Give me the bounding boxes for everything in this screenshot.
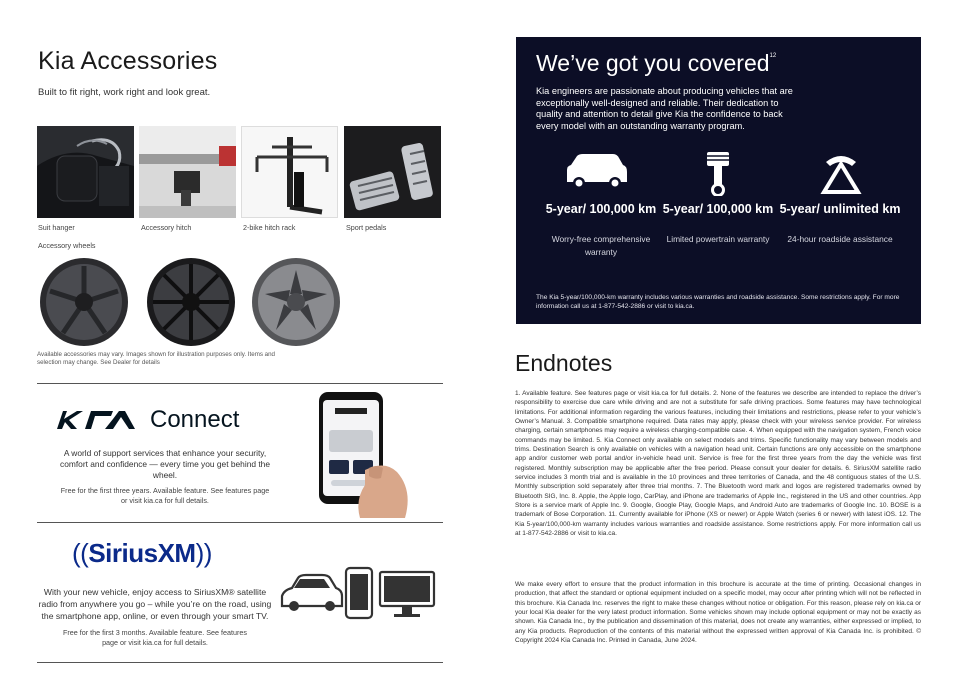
suv-icon — [561, 150, 631, 196]
siriusxm-description: With your new vehicle, enjoy access to SiriusXM® satellite radio from anywhere you go – while you’re on the road, using the smartphone app, online, or even through your smart TV. — [38, 587, 272, 621]
siriusxm-logo-text: SiriusXM — [88, 538, 196, 568]
piston-icon — [683, 150, 753, 196]
siriusxm-free-note: Free for the first 3 months. Available feature. See features page or visit kia.ca for full details. — [62, 628, 248, 647]
roadside-phone-icon — [806, 150, 876, 196]
sport-pedals-caption: Sport pedals — [346, 223, 387, 232]
accessory-hitch-caption: Accessory hitch — [141, 223, 192, 232]
divider — [37, 383, 443, 384]
warranty-item-3-desc: 24-hour roadside assistance — [787, 234, 893, 244]
kia-connect-free-note: Free for the first three years. Available feature. See features page or visit kia.ca for full details. — [60, 486, 270, 505]
siriusxm-logo: ((SiriusXM)) — [72, 538, 212, 568]
kia-connect-description: A world of support services that enhance your security, comfort and confidence — every time you get behind the wheel. — [60, 448, 270, 480]
wheel-image-2 — [145, 256, 237, 348]
accessories-disclaimer: Available accessories may vary. Images shown for illustration purposes only. Items and selection may change. See Dealer for details — [37, 351, 275, 366]
accessory-hitch-photo — [139, 126, 236, 218]
endnotes-legal-paragraph: We make every effort to ensure that the product information in this brochure is accurate at the time of printing. Occasional changes in production, that affect the standard or optional equipment included on a specific model, may occur after printing which will not be reflected in this brochure. Kia Canada Inc. reserves the right to make these changes without notice or obligation. For this reason, please rely on kia.ca or your local Kia dealer for the very latest product information. Some vehicles shown may include optional equipment or may not be exactly as shown. Kia Canada Inc., by the publication and dissemination of this material, does not create any warranties, either expressed or implied, to any Kia products. Reproduction of the contents of this material without the expressed written approval of Kia Canada Inc. is prohibited. © Copyright 2024 Kia Canada Inc. Printed in Canada, June 2024. — [515, 581, 921, 645]
warranty-item-3-term: 5-year/ unlimited km — [779, 202, 901, 216]
kia-connect-phone-image — [305, 390, 425, 520]
warranty-intro: Kia engineers are passionate about producing vehicles that are exceptionally well-designed and reliable. Their dedication to quality and attention to detail give Kia the confidence to back every model with an outstanding warranty program. — [536, 86, 793, 131]
warranty-note: The Kia 5-year/100,000-km warranty includes various warranties and roadside assistance. Some restrictions apply. For more information call us at 1-877-542-2886 or visit to kia.ca. — [536, 294, 900, 310]
warranty-panel — [516, 37, 921, 324]
warranty-item-2-desc: Limited powertrain warranty — [666, 234, 770, 244]
warranty-item-1-desc: Worry-free comprehensive warranty — [551, 234, 651, 257]
sport-pedals-photo — [344, 126, 441, 218]
warranty-title — [536, 50, 776, 77]
wheel-image-3 — [250, 256, 342, 348]
bike-rack-caption: 2-bike hitch rack — [243, 223, 296, 232]
wheel-image-1 — [38, 256, 130, 348]
suit-hanger-photo — [37, 126, 134, 218]
accessories-title: Kia Accessories — [38, 47, 218, 75]
accessories-subtitle: Built to fit right, work right and look great. — [38, 87, 211, 98]
suit-hanger-caption: Suit hanger — [38, 223, 75, 232]
divider — [37, 522, 443, 523]
warranty-title-text: We’ve got you covered — [536, 50, 770, 76]
bike-rack-photo — [241, 126, 338, 218]
siriusxm-devices-icon — [280, 566, 440, 620]
accessory-wheels-label: Accessory wheels — [38, 241, 96, 250]
warranty-title-endnote: 12 — [769, 53, 777, 59]
warranty-item-1-term: 5-year/ 100,000 km — [545, 202, 657, 216]
kia-connect-wordmark: Connect — [150, 406, 240, 433]
warranty-item-2-term: 5-year/ 100,000 km — [662, 202, 774, 216]
endnotes-body: 1. Available feature. See features page or visit kia.ca for full details. 2. None of the features we describe are intended to replace the driver’s responsibility to exercise due care while driving and are not a substitute for safe driving practices. Some features may have technological limitations. For additional information regarding the various features, including their limitations and restrictions, please refer to your vehicle’s Owner’s Manual. 3. Compatible smartphone required. Data rates may apply, please check with your wireless service provider. For wireless charging, certain smartphones may require a wireless charging-compatible case. 4. When equipped with the navigation system, French voice commands may be limited. 5. Kia Connect only available on select models and trims. Specific functionality may vary between models and trims. Destination Search is only available on vehicles with a navigation head unit. Certain functions are only accessible on the smartphone app and/or customer web portal and/or in-vehicle head unit. Service is free for the first three years from the day the vehicle was first registered. Monthly subscription may be applicable after the free period. Please consult your dealer for details. 6. SiriusXM satellite radio service includes 3 month trial and is available in the 10 provinces and three territories of Canada, and the 48 contiguous states of the U.S. Monthly subscription sold separately after three trial months. 7. The Bluetooth word mark and logos are registered trademarks owned by Bluetooth SIG, Inc. 8. Apple, the Apple logo, CarPlay, and iPhone are trademarks of Apple Inc., registered in the US and other countries. App Store is a service mark of Apple Inc. 9. Google, Google Play, Google Maps, and Android Auto are trademarks of Google Inc. 10. BOSE is a trademark of Bose Corporation. 11. Currently available for iPhone (XS or newer) or Apple Watch (series 6 or newer) with latest iOS. 12. The Kia 5-year/100,000-km warranty includes various warranties and roadside assistance. Some restrictions apply. For more information call us at 1-877-542-2886 or visit to kia.ca. — [515, 390, 921, 538]
endnotes-title: Endnotes — [515, 350, 613, 376]
divider — [37, 662, 443, 663]
kia-logo-icon — [55, 409, 139, 431]
